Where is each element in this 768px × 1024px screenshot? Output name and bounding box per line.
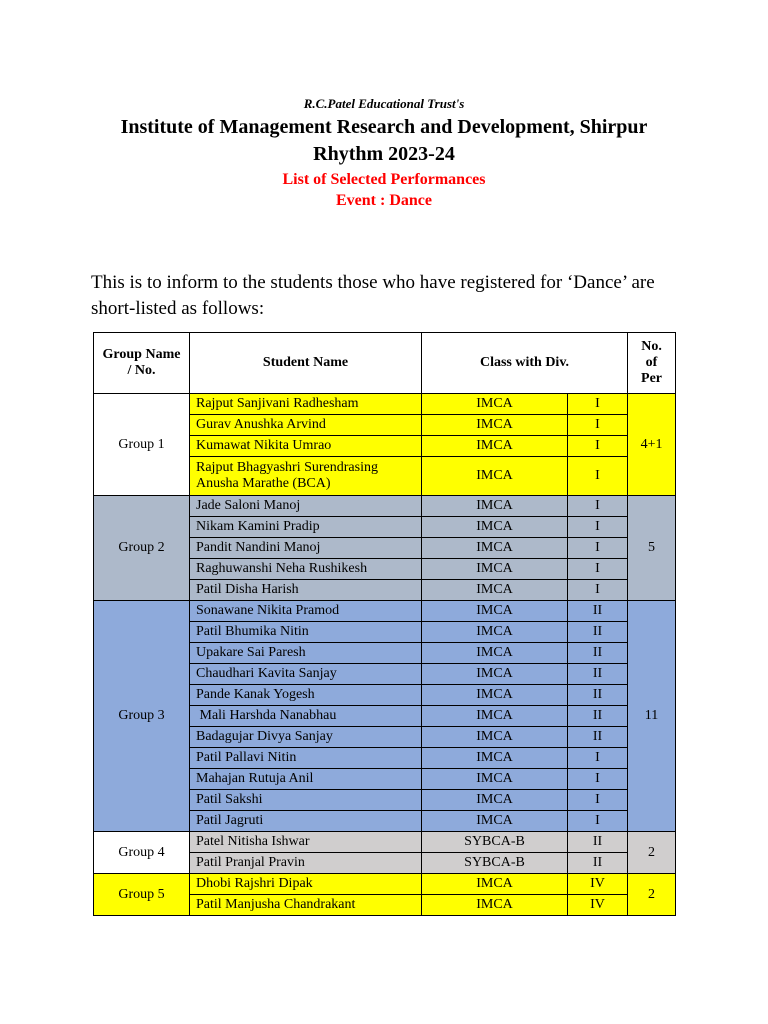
- intro-paragraph: This is to inform to the students those who have registered for ‘Dance’ are short-listed as follows:: [91, 272, 655, 319]
- student-name: Patil Manjusha Chandrakant: [190, 895, 422, 916]
- division: IV: [568, 874, 628, 895]
- division: I: [568, 436, 628, 457]
- division: I: [568, 415, 628, 436]
- division: II: [568, 853, 628, 874]
- selection-table: [93, 332, 676, 916]
- student-name: Rajput Sanjivani Radhesham: [190, 394, 422, 415]
- header-count: No. of Per: [628, 333, 676, 394]
- division: II: [568, 727, 628, 748]
- class-name: IMCA: [422, 874, 568, 895]
- division: I: [568, 457, 628, 496]
- student-name: Patil Pallavi Nitin: [190, 748, 422, 769]
- performer-count: 11: [628, 601, 676, 832]
- event-type: Event : Dance: [336, 192, 432, 209]
- class-name: IMCA: [422, 622, 568, 643]
- class-name: SYBCA-B: [422, 832, 568, 853]
- division: I: [568, 538, 628, 559]
- student-name: Dhobi Rajshri Dipak: [190, 874, 422, 895]
- group-name: Group 2: [94, 496, 190, 601]
- list-title: List of Selected Performances: [282, 171, 486, 188]
- performer-count: 5: [628, 496, 676, 601]
- trust-name: R.C.Patel Educational Trust's: [303, 96, 465, 111]
- class-name: IMCA: [422, 457, 568, 496]
- student-name: Jade Saloni Manoj: [190, 496, 422, 517]
- class-name: IMCA: [422, 643, 568, 664]
- header-class: Class with Div.: [422, 333, 628, 394]
- division: I: [568, 748, 628, 769]
- student-name: Patel Nitisha Ishwar: [190, 832, 422, 853]
- table-row: [94, 394, 676, 415]
- class-name: IMCA: [422, 436, 568, 457]
- student-name: Badagujar Divya Sanjay: [190, 727, 422, 748]
- table-row: [94, 601, 676, 622]
- student-name: Pande Kanak Yogesh: [190, 685, 422, 706]
- class-name: IMCA: [422, 790, 568, 811]
- student-name: Gurav Anushka Arvind: [190, 415, 422, 436]
- student-name: Sonawane Nikita Pramod: [190, 601, 422, 622]
- class-name: IMCA: [422, 895, 568, 916]
- class-name: IMCA: [422, 811, 568, 832]
- class-name: IMCA: [422, 748, 568, 769]
- student-name: Mahajan Rutuja Anil: [190, 769, 422, 790]
- student-name: Mali Harshda Nanabhau: [190, 706, 422, 727]
- division: IV: [568, 895, 628, 916]
- group-name: Group 4: [94, 832, 190, 874]
- student-name: Patil Pranjal Pravin: [190, 853, 422, 874]
- division: II: [568, 622, 628, 643]
- group-name: Group 3: [94, 601, 190, 832]
- division: I: [568, 580, 628, 601]
- class-name: IMCA: [422, 727, 568, 748]
- group-name: Group 5: [94, 874, 190, 916]
- header-group: Group Name / No.: [94, 333, 190, 394]
- student-name: Kumawat Nikita Umrao: [190, 436, 422, 457]
- division: II: [568, 685, 628, 706]
- class-name: IMCA: [422, 415, 568, 436]
- division: II: [568, 643, 628, 664]
- class-name: IMCA: [422, 496, 568, 517]
- header-student: Student Name: [190, 333, 422, 394]
- student-name: Patil Sakshi: [190, 790, 422, 811]
- division: I: [568, 559, 628, 580]
- student-name: Chaudhari Kavita Sanjay: [190, 664, 422, 685]
- division: I: [568, 769, 628, 790]
- division: I: [568, 517, 628, 538]
- performer-count: 2: [628, 832, 676, 874]
- division: II: [568, 832, 628, 853]
- division: II: [568, 601, 628, 622]
- division: I: [568, 811, 628, 832]
- institute-name: Institute of Management Research and Development, Shirpur: [120, 116, 648, 138]
- student-name: Rajput Bhagyashri Surendrasing Anusha Marathe (BCA): [190, 457, 422, 496]
- division: I: [568, 496, 628, 517]
- student-name: Patil Bhumika Nitin: [190, 622, 422, 643]
- class-name: IMCA: [422, 580, 568, 601]
- student-name: Patil Disha Harish: [190, 580, 422, 601]
- event-name: Rhythm 2023-24: [313, 143, 455, 165]
- table-row: [94, 874, 676, 895]
- table-header-row: [94, 333, 676, 394]
- performer-count: 2: [628, 874, 676, 916]
- division: II: [568, 706, 628, 727]
- division: I: [568, 394, 628, 415]
- student-name: Upakare Sai Paresh: [190, 643, 422, 664]
- student-name: Nikam Kamini Pradip: [190, 517, 422, 538]
- table-row: [94, 496, 676, 517]
- division: I: [568, 790, 628, 811]
- class-name: IMCA: [422, 664, 568, 685]
- student-name: Raghuwanshi Neha Rushikesh: [190, 559, 422, 580]
- class-name: IMCA: [422, 769, 568, 790]
- class-name: IMCA: [422, 394, 568, 415]
- class-name: IMCA: [422, 559, 568, 580]
- class-name: SYBCA-B: [422, 853, 568, 874]
- class-name: IMCA: [422, 706, 568, 727]
- group-name: Group 1: [94, 394, 190, 496]
- class-name: IMCA: [422, 685, 568, 706]
- class-name: IMCA: [422, 601, 568, 622]
- student-name: Pandit Nandini Manoj: [190, 538, 422, 559]
- division: II: [568, 664, 628, 685]
- student-name: Patil Jagruti: [190, 811, 422, 832]
- class-name: IMCA: [422, 517, 568, 538]
- class-name: IMCA: [422, 538, 568, 559]
- table-row: [94, 832, 676, 853]
- performer-count: 4+1: [628, 394, 676, 496]
